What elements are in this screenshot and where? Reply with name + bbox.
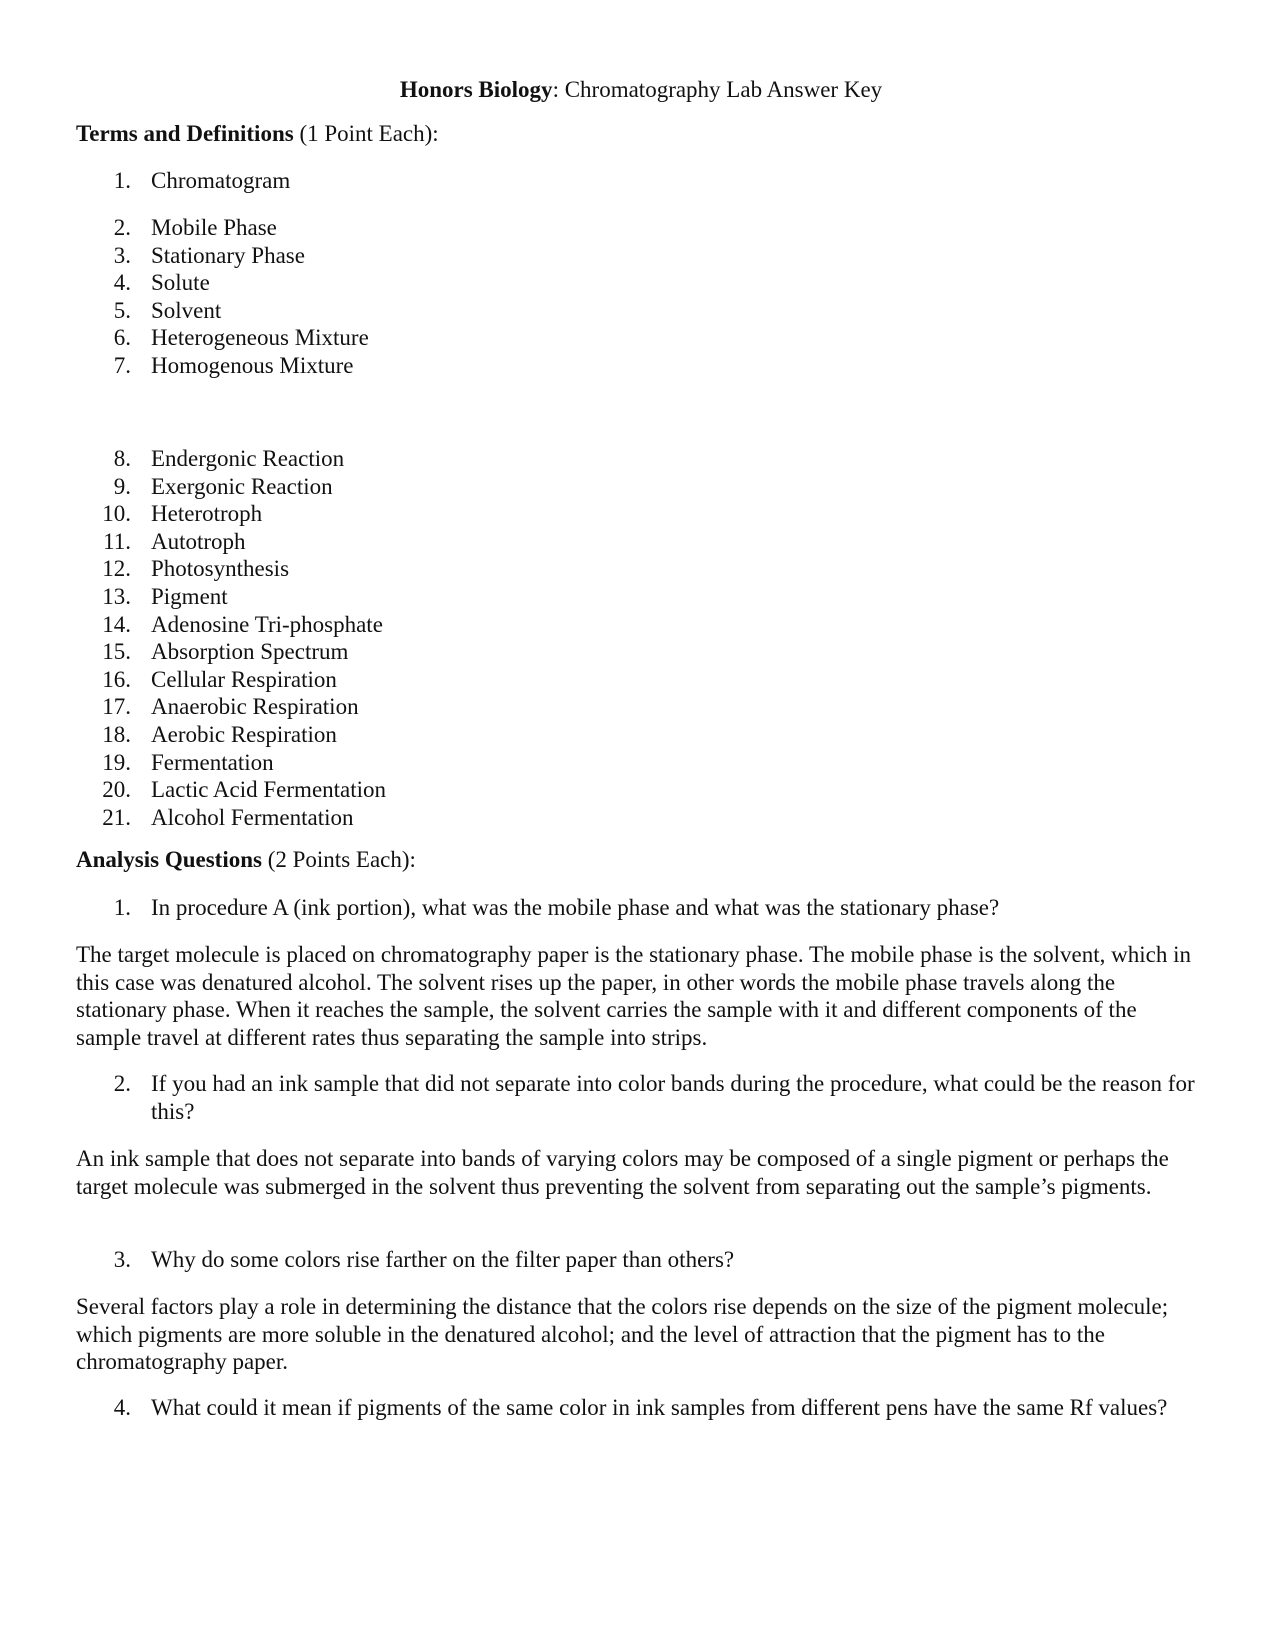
term-number: 2. <box>113 215 131 240</box>
term-item <box>76 721 1206 749</box>
analysis-heading <box>76 846 416 874</box>
term-text: Endergonic Reaction <box>151 446 345 471</box>
term-number: 5. <box>113 297 131 323</box>
term-item <box>76 242 1206 270</box>
term-item <box>76 749 1206 777</box>
term-item <box>76 473 1206 501</box>
page-title <box>76 76 1206 104</box>
term-number: 8. <box>113 446 131 471</box>
term-item <box>76 638 1206 666</box>
term-item <box>76 445 1206 473</box>
term-item <box>76 167 1206 195</box>
term-text: Lactic Acid Fermentation <box>151 777 387 803</box>
term-text: Heterotroph <box>151 501 263 527</box>
term-text: Pigment <box>151 583 228 609</box>
term-text: Homogenous Mixture <box>151 352 354 378</box>
term-item <box>76 352 1206 380</box>
term-item <box>76 611 1206 639</box>
term-number: 12. <box>102 556 131 582</box>
question-text: What could it mean if pigments of the same color in ink samples from different pens have the same Rf values? <box>151 1395 1168 1420</box>
term-number: 7. <box>113 352 131 378</box>
question-text: Why do some colors rise farther on the filter paper than others? <box>151 1247 735 1272</box>
question-4 <box>76 1394 1206 1422</box>
term-item <box>76 297 1206 325</box>
term-item <box>76 528 1206 556</box>
term-item <box>76 666 1206 694</box>
answer-3: Several factors play a role in determining the distance that the colors rise depends on the size of the pigment molecule; which pigments are more soluble in the denatured alcohol; and the level of attraction that the pigment has to the chromatography paper. <box>76 1294 1169 1375</box>
term-item <box>76 269 1206 297</box>
question-text: If you had an ink sample that did not separate into color bands during the procedure, what could be the reason for this? <box>151 1071 1195 1124</box>
analysis-heading-bold: Analysis Questions <box>76 847 262 872</box>
analysis-heading-rest: (2 Points Each): <box>261 847 416 872</box>
term-text: Heterogeneous Mixture <box>151 325 369 351</box>
question-item <box>76 894 1206 922</box>
terms-list-c <box>76 445 1206 831</box>
term-text: Solute <box>151 270 210 296</box>
term-number: 1. <box>113 168 131 193</box>
term-item <box>76 804 1206 832</box>
term-text: Chromatogram <box>151 168 291 193</box>
term-number: 9. <box>113 473 131 499</box>
question-number: 2. <box>113 1071 131 1096</box>
term-item <box>76 693 1206 721</box>
term-item <box>76 500 1206 528</box>
term-number: 11. <box>103 528 131 554</box>
term-number: 15. <box>102 639 131 665</box>
term-text: Exergonic Reaction <box>151 473 333 499</box>
question-number: 3. <box>113 1247 131 1272</box>
term-text: Alcohol Fermentation <box>151 804 354 830</box>
term-number: 18. <box>102 721 131 747</box>
question-item <box>76 1394 1206 1422</box>
term-text: Anaerobic Respiration <box>151 694 359 720</box>
term-item <box>76 324 1206 352</box>
term-text: Autotroph <box>151 528 246 554</box>
term-number: 16. <box>102 666 131 692</box>
terms-heading-rest: (1 Point Each): <box>293 121 439 146</box>
term-text: Absorption Spectrum <box>151 639 349 665</box>
terms-list-b <box>76 214 1206 380</box>
question-number: 4. <box>113 1395 131 1420</box>
term-number: 21. <box>102 804 131 830</box>
question-2 <box>76 1070 1206 1125</box>
term-item <box>76 214 1206 242</box>
term-number: 17. <box>102 694 131 720</box>
term-text: Solvent <box>151 297 222 323</box>
term-number: 20. <box>102 777 131 803</box>
terms-heading-bold: Terms and Definitions <box>76 121 294 146</box>
answer-2: An ink sample that does not separate into bands of varying colors may be composed of a single pigment or perhaps the target molecule was submerged in the solvent thus preventing the solvent from separating out the sample’s pigments. <box>76 1146 1169 1199</box>
title-bold: Honors Biology <box>399 77 553 102</box>
term-number: 3. <box>113 242 131 268</box>
question-1 <box>76 894 1206 922</box>
term-text: Cellular Respiration <box>151 666 337 692</box>
term-text: Adenosine Tri-phosphate <box>151 611 383 637</box>
term-number: 19. <box>102 749 131 775</box>
term-number: 10. <box>102 501 131 527</box>
question-3 <box>76 1246 1206 1274</box>
term-text: Mobile Phase <box>151 215 277 240</box>
term-text: Fermentation <box>151 749 274 775</box>
title-rest: : Chromatography Lab Answer Key <box>552 77 883 102</box>
terms-heading <box>76 120 439 148</box>
question-item <box>76 1246 1206 1274</box>
question-text: In procedure A (ink portion), what was the mobile phase and what was the stationary phase? <box>151 895 1000 920</box>
answer-1: The target molecule is placed on chromatography paper is the stationary phase. The mobile phase is the solvent, which in this case was denatured alcohol. The solvent rises up the paper, in other words the mobile phase travels along the stationary phase. When it reaches the sample, the solvent carries the sample with it and different components of the sample travel at different rates thus separating the sample into strips. <box>76 942 1191 1050</box>
term-text: Aerobic Respiration <box>151 721 337 747</box>
term-number: 6. <box>113 325 131 351</box>
term-number: 13. <box>102 583 131 609</box>
terms-list-a <box>76 167 1206 195</box>
question-item <box>76 1070 1206 1125</box>
term-item <box>76 583 1206 611</box>
term-item <box>76 555 1206 583</box>
term-text: Photosynthesis <box>151 556 290 582</box>
question-number: 1. <box>113 895 131 920</box>
term-item <box>76 776 1206 804</box>
term-text: Stationary Phase <box>151 242 305 268</box>
term-number: 14. <box>102 611 131 637</box>
term-number: 4. <box>113 270 131 296</box>
